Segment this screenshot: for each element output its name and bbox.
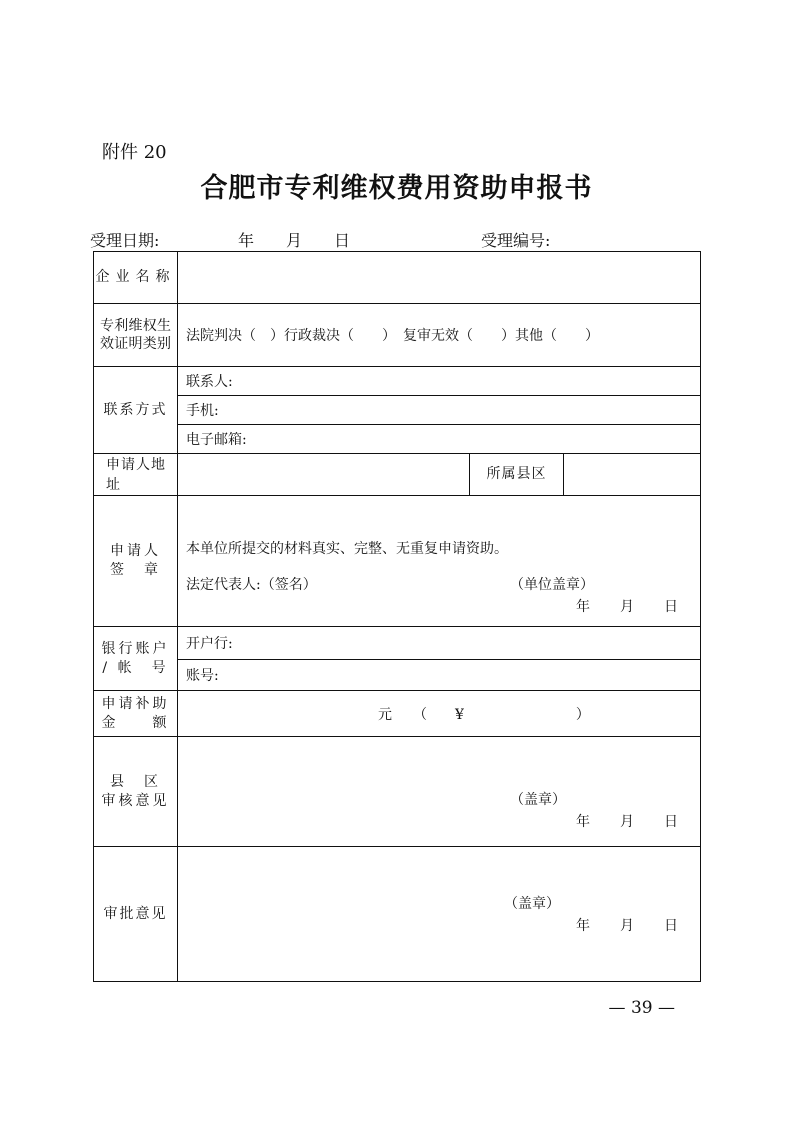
sign-date — [576, 596, 678, 616]
date-day: 日 — [664, 918, 678, 934]
approval-label: 审批意见 — [94, 847, 178, 982]
date-month: 月 — [620, 918, 634, 934]
applicant-address-label: 申请人地址 — [94, 454, 178, 496]
applicant-label: 申请人 — [110, 543, 161, 559]
approval-date — [576, 915, 678, 935]
date-month: 月 — [620, 599, 634, 615]
amount-field[interactable]: 元 （ ¥ ） — [178, 691, 701, 737]
account-number-field[interactable]: 账号: — [178, 660, 701, 691]
sign-label: 签 章 — [110, 562, 161, 578]
contact-label: 联系方式 — [94, 367, 178, 454]
bank-label-line1: 银行账户 — [101, 640, 170, 657]
date-day: 日 — [664, 599, 678, 615]
amount-label-line1: 申请补助 — [101, 695, 170, 712]
attachment-label: 附件 20 — [102, 142, 167, 163]
amount-label — [94, 691, 178, 737]
declaration-text: 本单位所提交的材料真实、完整、无重复申请资助。 — [186, 541, 508, 557]
amount-label-line2: 金 额 — [101, 714, 170, 731]
date-day: 日 — [664, 814, 678, 830]
county-label: 所属县区 — [470, 454, 564, 496]
company-name-field[interactable] — [178, 252, 701, 304]
date-month: 月 — [620, 814, 634, 830]
bank-name-field[interactable]: 开户行: — [178, 627, 701, 660]
receive-date-label: 受理日期: — [90, 231, 160, 250]
date-year: 年 — [576, 814, 590, 830]
county-review-line2: 审核意见 — [101, 792, 170, 809]
receive-date-value: 年 月 日 — [238, 231, 351, 250]
legal-rep-signature: 法定代表人:（签名） — [186, 577, 317, 593]
approval-area[interactable] — [178, 847, 701, 982]
cert-type-options[interactable]: 法院判决（ ）行政裁决（ ） 复审无效（ ）其他（ ） — [178, 304, 701, 367]
cert-type-label: 专利维权生效证明类别 — [94, 304, 178, 367]
approval-seal-label: （盖章） — [504, 896, 560, 912]
company-name-label: 企业名称 — [94, 252, 178, 304]
contact-person-field[interactable]: 联系人: — [178, 367, 701, 396]
unit-seal-label: （单位盖章） — [510, 577, 594, 593]
application-form-table — [93, 251, 701, 982]
county-field[interactable] — [564, 454, 701, 496]
county-review-label — [94, 737, 178, 847]
page-title: 合肥市专利维权费用资助申报书 — [200, 173, 593, 204]
applicant-sign-label — [94, 496, 178, 627]
date-year: 年 — [576, 599, 590, 615]
receive-number-label: 受理编号: — [481, 231, 551, 250]
page-number: — 39 — — [608, 998, 675, 1018]
applicant-address-field[interactable] — [178, 454, 470, 496]
county-review-line1: 县 区 — [110, 773, 161, 790]
county-review-date — [576, 811, 678, 831]
contact-phone-field[interactable]: 手机: — [178, 396, 701, 425]
bank-account-label — [94, 627, 178, 691]
bank-label-line2: / 帐 号 — [102, 659, 169, 676]
county-review-area[interactable] — [178, 737, 701, 847]
county-seal-label: （盖章） — [510, 792, 566, 808]
date-year: 年 — [576, 918, 590, 934]
contact-email-field[interactable]: 电子邮箱: — [178, 425, 701, 454]
applicant-sign-area[interactable] — [178, 496, 701, 627]
